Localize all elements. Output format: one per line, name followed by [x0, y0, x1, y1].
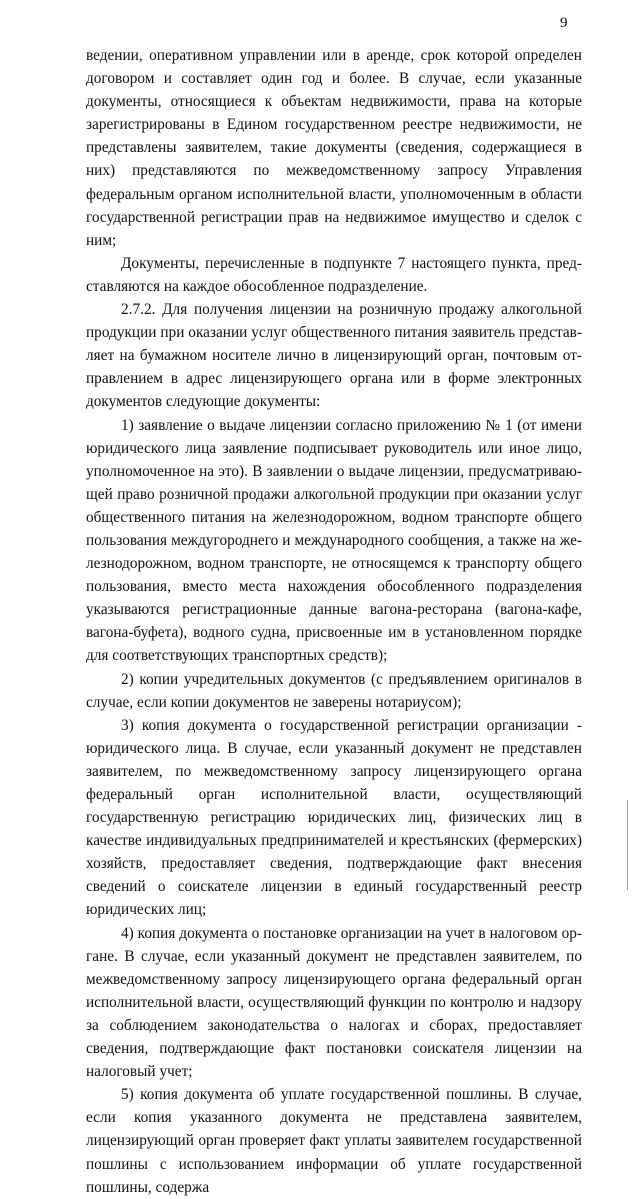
list-item-state-duty: 5) копия документа об уплате государственной пошлины. В случае, если копия указанного документа не представлена заявителем, лицензирующий орган проверяет факт уплаты заявителем государственной пошлины с использованием информации об уплате государственной пошлины, содержа: [86, 1086, 582, 1196]
list-item-founding-documents: 2) копии учредительных документов (с предъявлением оригиналов в случае, если копии документов не заверены нотариусом);: [86, 670, 582, 711]
list-item-state-registration: 3) копия документа о государственной регистрации организации - юридического лица. В случае, если указанный документ не представлен заявителем, по межведомственному запросу лицензирующего органа федеральный орган исполнительной власти, осуществляющий государственную регистрацию юридических лиц, физических лиц в качестве индивидуальных предпринимателей и крестьянских (фермерских) хозяйств, предоставляет сведения, подтверждающие факт внесения сведений о соискателе лицензии в единый государственный реестр юридических лиц;: [86, 716, 582, 919]
paragraph-property-rights: ведении, оперативном управлении или в аренде, срок которой определен договором и составляет один год и более. В случае, если указанные документы, относящиеся к объектам недвижимости, права на которые зарегистрированы в Едином государственном реестре недвижимости, не представлены заявителем, такие документы (сведения, содержащиеся в них) представляются по межведомственному запросу Управления федеральным органом исполнительной власти, уполномоченным в области государственной регистрации прав на недвижимое имущество и сделок с ним;: [86, 47, 582, 249]
paragraph-2-7-2: 2.7.2. Для получения лицензии на розничную продажу алкогольной продукции при оказании услуг общественного питания заявитель представляет на бумажном носителе лично в лицензирующий орган, почтовым отправлением в адрес лицензирующего органа или в форме электронных документов следующие документы:: [86, 301, 582, 411]
document-body: [86, 44, 582, 1199]
paragraph-separate-division: Документы, перечисленные в подпункте 7 настоящего пункта, представляются на каждое обособленное подразделение.: [86, 254, 582, 295]
list-item-tax-registration: 4) копия документа о постановке организации на учет в налоговом органе. В случае, если указанный документ не представлен заявителем, по межведомственному запросу лицензирующего органа федеральный орган исполнительной власти, осуществляющий функции по контролю и надзору за соблюдением законодательства о налогах и сборах, предоставляет сведения, подтверждающие факт постановки соискателя лицензии на налоговый учет;: [86, 924, 582, 1081]
scan-edge-mark: [627, 800, 628, 890]
page-number: 9: [560, 15, 568, 31]
list-item-application: 1) заявление о выдаче лицензии согласно приложению № 1 (от имени юридического лица заявление подписывает руководитель или иное лицо, уполномоченное на это). В заявлении о выдаче лицензии, предусматривающей право розничной продажи алкогольной продукции при оказании услуг общественного питания на железнодорожном, водном транспорте общего пользования междугороднего и международного сообщения, а также на железнодорожном, водном транспорте, не относящемся к транспорту общего пользования, вместо места нахождения обособленного подразделения указываются регистрационные данные вагона-ресторана (вагона-кафе, вагона-буфета), водного судна, присвоенные им в установленном порядке для соответствующих транспортных средств);: [86, 416, 582, 665]
